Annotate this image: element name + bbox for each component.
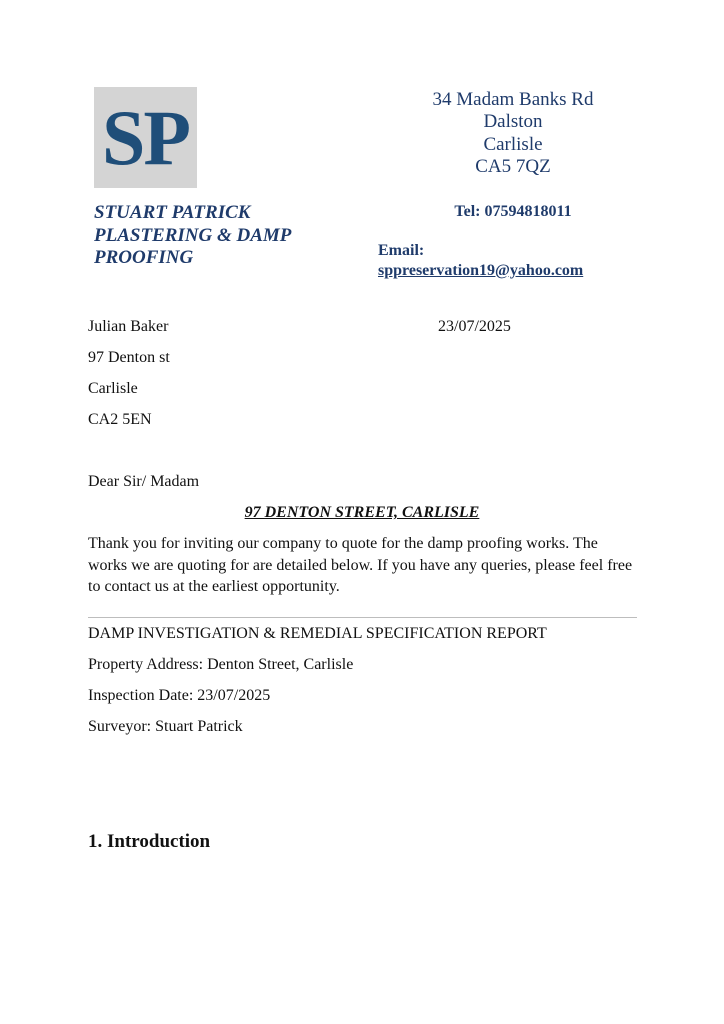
subject-line: 97 DENTON STREET, CARLISLE [244, 504, 480, 521]
salutation: Dear Sir/ Madam [88, 473, 200, 490]
company-name-line: PLASTERING & DAMP [94, 224, 292, 246]
sender-address [413, 89, 613, 178]
recipient-address-line: 97 Denton st [88, 349, 170, 366]
property-address: Property Address: Denton Street, Carlisle [88, 656, 354, 673]
telephone-number: Tel: 07594818011 [454, 203, 572, 220]
sender-address-line: Dalston [483, 111, 543, 133]
report-title: DAMP INVESTIGATION & REMEDIAL SPECIFICATION REPORT [88, 625, 547, 642]
company-name-line: STUART PATRICK [94, 202, 251, 223]
logo-initials: SP [101, 93, 190, 181]
section-heading-introduction: 1. Introduction [88, 831, 211, 852]
surveyor: Surveyor: Stuart Patrick [88, 718, 243, 735]
intro-paragraph: Thank you for inviting our company to quote for the damp proofing works. The works we are quoting for are detailed below. If you have any queries, please feel free to contact us at the earliest opportunity. [88, 535, 633, 595]
letter-date: 23/07/2025 [438, 318, 511, 335]
company-logo [94, 87, 197, 188]
email-link[interactable]: sppreservation19@yahoo.com [378, 262, 584, 279]
recipient-postcode: CA2 5EN [88, 411, 152, 428]
report-details [88, 624, 547, 748]
recipient-address [88, 317, 170, 441]
company-name [94, 202, 324, 270]
inspection-date: Inspection Date: 23/07/2025 [88, 687, 271, 704]
recipient-address-line: Carlisle [88, 380, 138, 397]
email-label: Email: [378, 242, 425, 259]
company-name-line: PROOFING [94, 247, 194, 268]
sender-address-line: Carlisle [483, 133, 543, 155]
recipient-name: Julian Baker [88, 318, 169, 335]
sender-address-line: CA5 7QZ [475, 155, 551, 177]
section-divider [88, 617, 637, 618]
sender-address-line: 34 Madam Banks Rd [432, 89, 594, 110]
